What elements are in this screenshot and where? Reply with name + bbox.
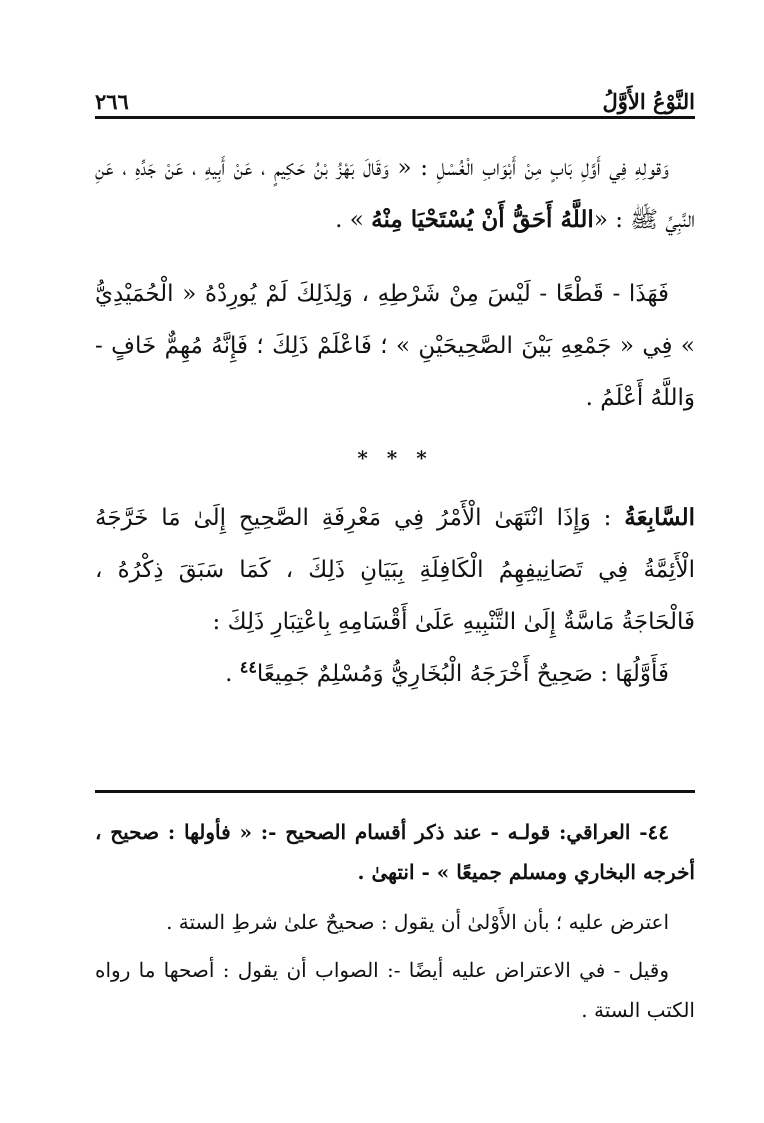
main-text bbox=[95, 142, 695, 700]
footnote-line-3: وقيل - في الاعتراض عليه أيضًا -: الصواب أن يقول : أصحها ما رواه الكتب الستة . bbox=[95, 958, 695, 1022]
footnotes bbox=[95, 812, 695, 1030]
paragraph-3-text: : وَإِذَا انْتَهَىٰ الْأَمْرُ فِي مَعْرِفَةِ الصَّحِيحِ إِلَىٰ مَا خَرَّجَهُ الْأَئِمَّةُ فِي تَصَانِيفِهِمُ الْكَافِلَةِ بِبَيَانِ ذَلِكَ ، كَمَا سَبَقَ ذِكْرُهُ ، فَالْحَاجَةُ مَاسَّةٌ إِلَىٰ التَّنْبِيهِ عَلَىٰ أَقْسَامِهِ بِاعْتِبَارِ ذَلِكَ : bbox=[95, 505, 695, 635]
footnote-44: ٤٤- العراقي: قولـه - عند ذكر أقسام الصحيح -: « فأولها : صحيح ، أخرجه البخاري ومسلم جميعًا » - انتهىٰ . bbox=[95, 820, 695, 884]
paragraph-2: فَهَذَا - قَطْعًا - لَيْسَ مِنْ شَرْطِهِ ، وَلِذَلِكَ لَمْ يُورِدْهُ « الْحُمَيْدِيُّ » فِي « جَمْعِهِ بَيْنَ الصَّحِيحَيْنِ » ؛ فَاعْلَمْ ذَلِكَ ؛ فَإِنَّهُ مُهِمٌّ خَافٍ - وَاللَّهُ أَعْلَمُ . bbox=[95, 281, 695, 411]
section-heading: السَّابِعَةُ bbox=[624, 504, 695, 531]
footnote-line-2: اعترض عليه ؛ بأن الأَوْلىٰ أن يقول : صحيحٌ علىٰ شرطِ الستة . bbox=[166, 910, 669, 934]
paragraph-4 bbox=[95, 648, 695, 700]
paragraph-4-text: فَأَوَّلُهَا : صَحِيحٌ أَخْرَجَهُ الْبُخَارِيُّ وَمُسْلِمٌ جَمِيعًا bbox=[256, 661, 669, 687]
footnote-reference[interactable]: ٤٤ bbox=[239, 657, 257, 677]
paragraph-1 bbox=[95, 142, 695, 246]
paragraph-1-intro: وَقولِهِ فِي أَوَّلِ بَابٍ مِنْ أَبْوَابِ الْغُسْلِ : « وَقَالَ بَهْزُ بْنُ حَكِيمٍ ، عَنْ أَبِيهِ ، عَنْ جَدِّهِ ، عَنِ النَّبِيِّ ﷺ : « bbox=[95, 155, 695, 233]
paragraph-4-end: . bbox=[225, 661, 240, 687]
chapter-title: النَّوْعُ الأَوَّلُ bbox=[602, 89, 695, 114]
section-separator: * * * bbox=[357, 446, 433, 470]
header-divider bbox=[95, 116, 695, 119]
footnote-divider bbox=[95, 790, 695, 793]
page-number: ٢٦٦ bbox=[95, 89, 129, 114]
hadith-quote: اللَّهُ أَحَقُّ أَنْ يُسْتَحْيَا مِنْهُ bbox=[371, 206, 594, 233]
paragraph-3 bbox=[95, 492, 695, 648]
paragraph-1-end: » . bbox=[335, 207, 372, 233]
book-page bbox=[95, 60, 695, 1060]
running-header bbox=[95, 70, 695, 114]
